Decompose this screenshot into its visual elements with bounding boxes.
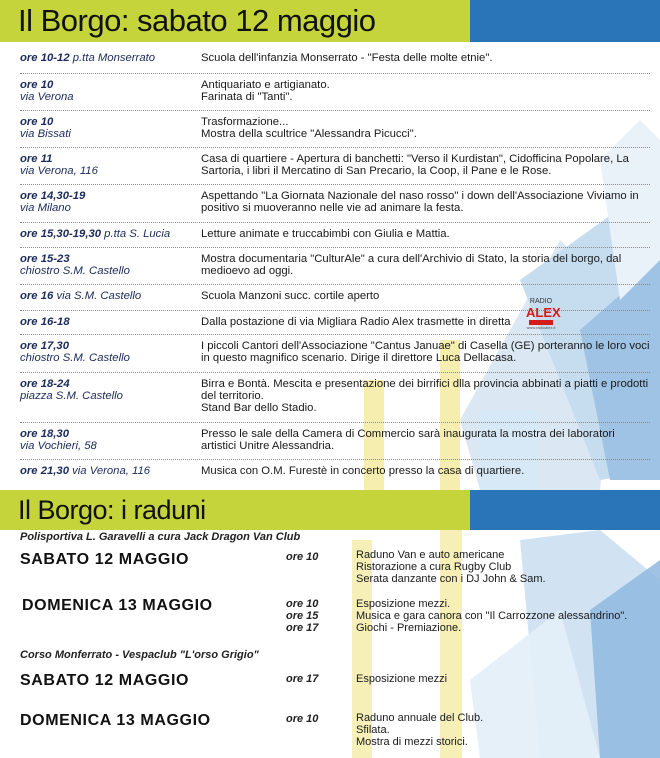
event-time: ore 10 xyxy=(20,79,54,91)
event-when xyxy=(20,465,200,477)
row-divider xyxy=(20,110,650,111)
event-when xyxy=(20,378,200,402)
event-time: ore 16 xyxy=(20,290,54,302)
event-place: piazza S.M. Castello xyxy=(20,390,123,402)
event-place: via Milano xyxy=(20,202,71,214)
event-description: Dalla postazione di via Migliara Radio Alex trasmette in diretta xyxy=(201,316,511,328)
event-when xyxy=(20,228,200,240)
event-time: ore 17,30 xyxy=(20,340,69,352)
event-description: I piccoli Cantori dell'Associazione "Cantus Januae" di Casella (GE) porteranno le loro voci in questo magnifico scenario. Dirige il direttore Luca Dellacasa. xyxy=(201,340,650,364)
radio-alex-logo: RADIO ALEX www.radioalex.it xyxy=(526,298,561,330)
event-when xyxy=(20,52,200,64)
event-place: p.tta S. Lucia xyxy=(104,228,171,240)
event-place: via S.M. Castello xyxy=(56,290,142,302)
event-place: chiostro S.M. Castello xyxy=(20,352,130,364)
row-divider xyxy=(20,147,650,148)
row-divider xyxy=(20,459,650,460)
row-divider xyxy=(20,73,650,74)
event-when xyxy=(20,79,200,103)
event-time: ore 15,30-19,30 xyxy=(20,228,102,240)
event-when xyxy=(20,290,200,302)
event-text: Esposizione mezzi. Musica e gara canora con "Il Carrozzone alessandrino". Giochi - Premiazione. xyxy=(356,598,628,634)
event-description: Scuola Manzoni succ. cortile aperto xyxy=(201,290,380,302)
time-label: ore 10 ore 15 ore 17 xyxy=(286,598,319,634)
event-description: Mostra documentaria "CulturAle" a cura dell'Archivio di Stato, la storia del borgo, dal medioevo ad oggi. xyxy=(201,253,622,277)
row-divider xyxy=(20,422,650,423)
time-label: ore 10 xyxy=(286,551,319,563)
event-description: Antiquariato e artigianato. Farinata di "Tanti". xyxy=(201,79,330,103)
event-place: via Bissati xyxy=(20,128,71,140)
time-label: ore 17 xyxy=(286,673,319,685)
day-label-saturday: SABATO 12 MAGGIO xyxy=(20,672,190,689)
event-description: Letture animate e truccabimbi con Giulia e Mattia. xyxy=(201,228,450,240)
event-when xyxy=(20,316,200,328)
event-description: Aspettando "La Giornata Nazionale del naso rosso" i down dell'Associazione Viviamo in positivo si muoveranno nelle vie ad animare la festa. xyxy=(201,190,639,214)
event-when xyxy=(20,190,200,214)
event-when xyxy=(20,253,200,277)
row-divider xyxy=(20,372,650,373)
section-title-raduni: Il Borgo: i raduni xyxy=(0,490,470,530)
event-place: via Verona, 116 xyxy=(72,465,151,477)
event-time: ore 14,30-19 xyxy=(20,190,86,202)
event-time: ore 10 xyxy=(20,116,54,128)
event-description: Scuola dell'infanzia Monserrato - "Festa delle molte etnie". xyxy=(201,52,493,64)
event-place: chiostro S.M. Castello xyxy=(20,265,130,277)
event-when xyxy=(20,153,200,177)
event-place: p.tta Monserrato xyxy=(72,52,156,64)
day-label-sunday: DOMENICA 13 MAGGIO xyxy=(22,597,213,614)
section-title-saturday: Il Borgo: sabato 12 maggio xyxy=(0,0,470,42)
event-place: via Verona, 116 xyxy=(20,165,98,177)
row-divider xyxy=(20,222,650,223)
row-divider xyxy=(20,247,650,248)
row-divider xyxy=(20,284,650,285)
event-description: Birra e Bontà. Mescita e presentazione dei birrifici dlla provincia abbinati a piatti e prodotti del territorio. Stand Bar dello Stadio. xyxy=(201,378,649,414)
row-divider xyxy=(20,184,650,185)
event-time: ore 21,30 xyxy=(20,465,69,477)
organizer-garavelli: Polisportiva L. Garavelli a cura Jack Dragon Van Club xyxy=(20,531,301,543)
event-time: ore 18,30 xyxy=(20,428,69,440)
event-description: Trasformazione... Mostra della scultrice "Alessandra Picucci". xyxy=(201,116,417,140)
event-text: Esposizione mezzi xyxy=(356,673,448,685)
event-text: Raduno Van e auto americane Ristorazione a cura Rugby Club Serata danzante con i DJ John & Sam. xyxy=(356,549,546,585)
row-divider xyxy=(20,334,650,335)
day-label-saturday: SABATO 12 MAGGIO xyxy=(20,551,190,568)
event-description: Casa di quartiere - Apertura di banchetti: "Verso il Kurdistan", Cidofficina Popolare, La Sartoria, i libri il Mercatino di San Precario, la Coop, il Pane e le Rose. xyxy=(201,153,629,177)
event-time: ore 10-12 xyxy=(20,52,70,64)
event-when xyxy=(20,116,200,140)
event-place: via Vochieri, 58 xyxy=(20,440,97,452)
event-description: Presso le sale della Camera di Commercio sarà inaugurata la mostra dei laboratori artistici Unitre Alessandria. xyxy=(201,428,615,452)
organizer-vespaclub: Corso Monferrato - Vespaclub "L'orso Grigio" xyxy=(20,649,259,661)
time-label: ore 10 xyxy=(286,713,319,725)
event-text: Raduno annuale del Club. Sfilata. Mostra di mezzi storici. xyxy=(356,712,484,748)
event-place: via Verona xyxy=(20,91,74,103)
event-when xyxy=(20,340,200,364)
event-time: ore 18-24 xyxy=(20,378,70,390)
event-time: ore 15-23 xyxy=(20,253,70,265)
event-time: ore 11 xyxy=(20,153,53,165)
event-description: Musica con O.M. Furestè in concerto presso la casa di quartiere. xyxy=(201,465,525,477)
event-when xyxy=(20,428,200,452)
event-time: ore 16-18 xyxy=(20,316,70,328)
day-label-sunday: DOMENICA 13 MAGGIO xyxy=(20,712,211,729)
